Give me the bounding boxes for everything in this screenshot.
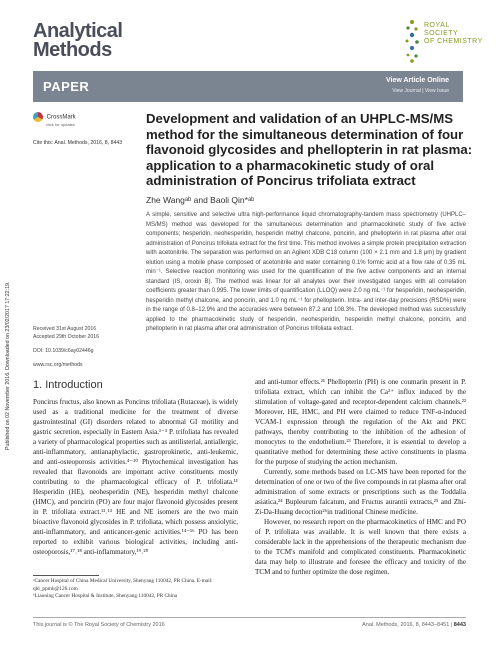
crossmark-label: CrossMark [46,114,76,121]
crossmark-icon [33,112,43,122]
accepted-date: Accepted 29th October 2016 [33,334,100,340]
affiliation-footnotes [33,578,238,601]
author-list: Zhe Wangᵃᵇ and Baoli Qin*ᵃᵇ [146,195,255,205]
journal-line-2: Methods [33,39,112,61]
article-type-banner [33,71,463,102]
footnote-a: ᵃCancer Hospital of China Medical University, Shenyang 110042, PR China. E-mail: qbl_ppmh@126.com [33,578,213,592]
journal-line-1: Analytical [33,20,123,42]
doi[interactable]: DOI: 10.1039/c6ay02446g [33,348,94,354]
view-journal-issue-link[interactable]: View Journal | View Issue [392,88,449,94]
footnote-b: ᵇLiaoning Cancer Hospital & Institute, Shenyang 110042, PR China [33,593,178,599]
body-column-left [33,397,238,557]
paragraph: Currently, some methods based on LC-MS have been reported for the determination of one or two of the five compounds in rat plasma after oral administration of some extracts or prescriptions such as the Toddalia asiatica,²⁴ Bupleurum falcatum, and Fructus aurantii extracts,²⁵ and Zhi-Zi-Da-Huang decoction²⁶in traditional Chinese medicine. [255,468,466,516]
page-number: 8443 [453,622,466,628]
article-title: Development and validation of an UHPLC-MS/MS method for the simultaneous determination of four flavonoid glycosides and phellopterin in rat plasma: application to a pharmacokinetic study of oral administration of Poncirus trifoliata extract [146,111,473,188]
received-date: Received 31st August 2016 [33,326,97,332]
publisher-name: ROYAL SOCIETY OF CHEMISTRY [424,22,483,45]
journal-url[interactable]: www.rsc.org/methods [33,362,83,368]
body-column-right [255,377,466,577]
crossmark-badge[interactable] [33,112,76,127]
footnote-divider [33,575,99,576]
section-heading-introduction: 1. Introduction [33,379,103,391]
crossmark-sublabel: click for updates [46,122,75,127]
article-type-label: PAPER [43,79,90,94]
citation: Cite this: Anal. Methods, 2016, 8, 8443 [33,140,123,146]
paragraph: However, no research report on the pharmacokinetics of HMC and PO of P. trifoliata was available. It is well known that there exists a considerable lack in the apprehensions of the therapeutic mechanism due to the TCM's manifold and complicated constituents. Pharmacokinetic data may help to illustrate and foresee the efficacy and toxicity of the TCM and to further optimize the dose regimen. [255,518,466,576]
paragraph: and anti-tumor effects.²¹ Phellopterin (PH) is one coumarin present in P. trifoliata extract, which can inhibit the Ca²⁺ influx induced by the stimulation of voltage-gated and receptor-dependent calcium channels.²² Moreover, HE, HMC, and PH were claimed to reduce TNF-α-induced VCAM-1 expression through the regulation of the Akt and PKC pathways, thereby contributing to the inhibition of the adhesion of monocytes to the endothelium.²³ Therefore, it is essential to develop a quantitative method for determining these active constituents in plasma for the purpose of studying the action mechanism. [255,378,466,466]
article-history [33,325,99,369]
footer-citation: Anal. Methods, 2016, 8, 8443–8451 | 8443 [362,622,466,628]
abstract: A simple, sensitive and selective ultra high-performance liquid chromatography-tandem mass spectrometry (UHPLC–MS/MS) method was developed for the simultaneous determination and pharmacokinetic study of five active components; hesperidin, neohesperidin, hesperidin methyl chalcone, poncirin, and phellopterin in rat plasma after oral administration of Poncirus trifoliata extract for the first time. This method involves a simple protein precipitation extraction with acetonitrile. The separation was performed on an Agilent XDB C18 column (100 × 2.1 mm and 1.8 μm) by gradient elution using a mobile phase composed of acetonitrile and water containing 0.1% formic acid at a flow rate of 0.35 mL min⁻¹. Selective reaction monitoring was used for the quantification of the five active components and an internal standard (IS, oroxin B). The method was linear for all analytes over their investigated ranges with all correlation coefficients greater than 0.995. The lower limits of quantification (LLOQ) were 2.0 ng mL⁻¹ for hesperidin, neohesperidin, hesperidin methyl chalcone, and poncirin, and 1.0 ng mL⁻¹ for phellopterin. Intra- and inter-day precisions (RSD%) were in the range of 0.8–12.9% and the accuracies were between 87.2 and 108.3%. The developed method was successfully applied to the pharmacokinetic study of hesperidin, neohesperidin, hesperidin methyl chalcone, poncirin, and phellopterin in rat plasma after oral administration of Poncirus trifoliata extract. [146,212,466,332]
download-note: Published on 02 November 2016. Downloaded on 23/02/2017 17:22:19. [5,281,11,450]
footer-divider [33,617,466,618]
view-article-online-link[interactable]: View Article Online [385,77,449,84]
footer-copyright: This journal is © The Royal Society of Chemistry 2016 [33,622,165,628]
paragraph: Poncirus fructus, also known as Poncirus trifoliata (Rutaceae), is widely used as a traditional medicine for the treatment of diverse gastrointestinal (GI) disorders related to abnormal GI motility and gastric secretion, especially in Eastern Asia.¹⁻³ P. trifoliata has revealed a variety of pharmacological properties such as antilisterial, antiallergic, anti-inflammatory, antianaphylactic, gastroprokinetic, anti-leukemic, and anti-osteoporosis activities.⁴⁻¹⁰ Phytochemical investigation has revealed that flavonoids are important active constituents mostly contributing to the pharmacological efficacy of P. trifoliata.¹¹ Hesperidin (HE), neohesperidin (NE), hesperidin methyl chalcone (HMC), and poncirin (PO) are four major flavonoid glycosides present in P. trifoliata extract.¹²˒¹³ HE and NE isomers are the two main bioactive flavonoid glycosides in P. trifoliata, which possess anxiolytic, anti-inflammatory, and anticancer-genic activities.¹⁴⁻¹⁶ PO has been reported to exhibit various biological activities, including anti-osteoporosis,¹⁷˒¹⁸ anti-inflammatory,¹⁹˒²⁰ [33,398,238,556]
journal-title [33,22,122,60]
rsc-logo-icon [404,16,420,64]
